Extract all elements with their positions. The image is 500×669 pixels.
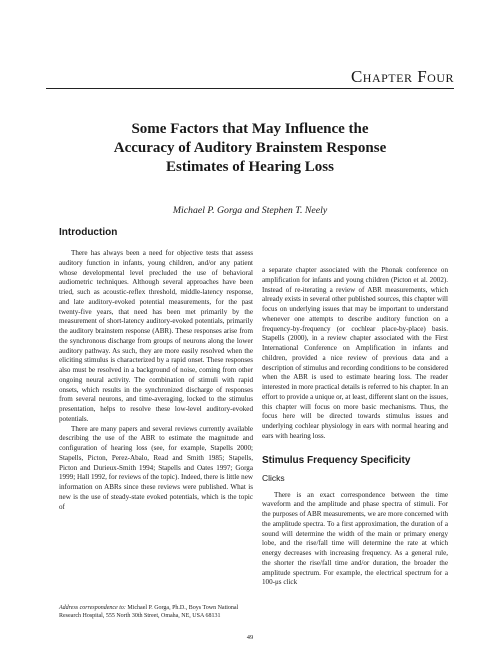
title-line: Accuracy of Auditory Brainstem Response	[113, 140, 387, 156]
right-column	[262, 266, 448, 588]
authors: Michael P. Gorga and Stephen T. Neely	[172, 205, 328, 216]
page-number: 49	[246, 634, 254, 641]
paragraph: There has always been a need for objective tests that assess auditory function in infants, young children, and/or any patient whose developmental level precluded the use of behavioral audiometric techniques. Although several approaches have been tried, such as acoustic-reflex threshold, middle-latency response, and late auditory-evoked potential measurements, for the past twenty-five years, that need has been met primarily by the measurement of short-latency auditory-evoked potentials, primarily the auditory brainstem response (ABR). These responses arise from the synchronous discharge from groups of neurons along the lower auditory pathway. As such, they are more easily resolved when the eliciting stimulus is characterized by a rapid onset. These responses also must be resolved in a background of noise, coming from other ongoing neural activity. The combination of stimuli with rapid onsets, which results in the synchronized discharge of responses from several neurons, and time-averaging, locked to the stimulus presentation, helps to resolve these low-level auditory-evoked potentials.	[59, 249, 253, 423]
clicks-subheading: Clicks	[262, 472, 285, 483]
stimulus-heading: Stimulus Frequency Specificity	[262, 454, 411, 466]
introduction-heading: Introduction	[59, 227, 118, 238]
footnote-label: Address correspondence to:	[59, 605, 126, 611]
left-column	[59, 226, 253, 512]
title-line: Some Factors that May Influence the	[131, 121, 369, 137]
footnote-text: Michael P. Gorga, Ph.D., Boys Town National Research Hospital, 555 North 30th Street, Omaha, NE, USA 68131	[59, 605, 239, 619]
title-line: Estimates of Hearing Loss	[166, 159, 334, 175]
paragraph: There is an exact correspondence between the time waveform and the amplitude and phase spectra of stimuli. For the purposes of ABR measurements, we are more concerned with the amplitude spectra. To a first approximation, the duration of a sound will determine the width of the main or primary energy lobe, and the rise/fall time will determine the rate at which energy decreases with increasing frequency. As a general rule, the shorter the rise/fall time and/or duration, the broader the amplitude spectrum. For example, the electrical spectrum for a 100-μs click	[262, 490, 448, 587]
footnote	[59, 604, 251, 620]
paragraph: a separate chapter associated with the Phonak conference on amplification for infants and young children (Picton et al. 2002). Instead of re-iterating a review of ABR measurements, which already exists in several other published sources, this chapter will focus on underlying issues that may be important to understand whenever one attempts to describe auditory function on a frequency-by-frequency (or cochlear place-by-place) basis. Stapells (2000), in a review chapter associated with the First International Conference on Amplification in infants and children, provided a nice review of previous data and a description of stimulus and recording conditions to be considered when the ABR is used to estimate hearing loss. The reader interested in more practical details is referred to his chapter. In an effort to provide a unique or, at least, different slant on the issues, this chapter will focus on more basic mechanisms. Thus, the focus here will be directed towards stimulus issues and underlying cochlear physiology in ears with normal hearing and ears with hearing loss.	[262, 266, 449, 440]
paragraph: There are many papers and several reviews currently available describing the use of the ABR to estimate the magnitude and configuration of hearing loss (see, for example, Stapells 2000; Stapells, Picton, Perez-Abalo, Read and Smith 1985; Stapells, Picton and Durieux-Smith 1994; Stapells and Oates 1997; Gorga 1999; Hall 1992, for reviews of the topic). Indeed, there is little new information on ABRs since these reviews were published. What is new is the use of steady-state evoked potentials, which is the topic of	[59, 424, 253, 511]
chapter-label: Chapter Four	[46, 67, 454, 89]
chapter-title	[60, 120, 440, 177]
